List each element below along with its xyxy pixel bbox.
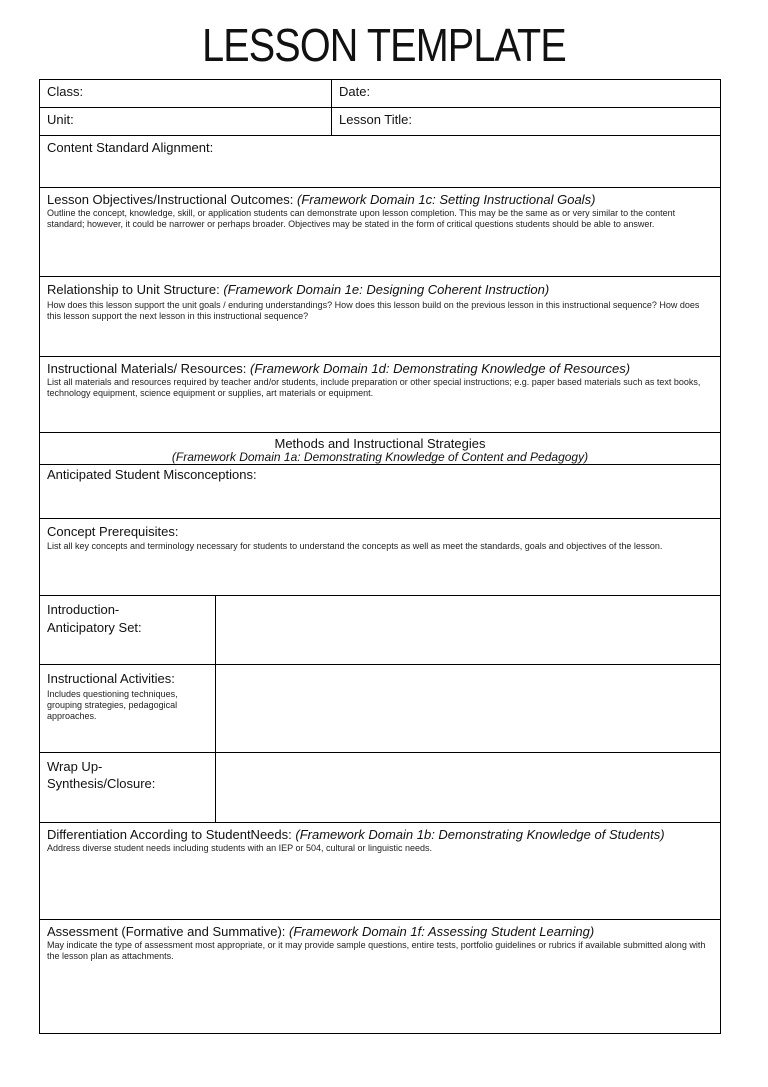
lesson-title-field[interactable] — [332, 108, 720, 135]
activities-row — [40, 665, 720, 753]
date-field[interactable] — [332, 80, 720, 107]
activities-input[interactable] — [216, 665, 720, 752]
activities-description: Includes questioning techniques, grouping strategies, pedagogical approaches. — [47, 689, 178, 721]
date-label: Date: — [339, 84, 371, 99]
wrapup-input[interactable] — [216, 753, 720, 822]
differentiation-domain: (Framework Domain 1b: Demonstrating Knowledge of Students) — [295, 827, 665, 842]
differentiation-label: Differentiation According to StudentNeeds: (Framework Domain 1b: Demonstrating Knowledge of Students) — [47, 827, 665, 842]
relationship-description: How does this lesson support the unit goals / enduring understandings? How does this lesson build on the previous lesson in this instructional sequence? How does this lesson support the next lesson in this instructional sequence? — [47, 300, 700, 321]
relationship-domain: (Framework Domain 1e: Designing Coherent Instruction) — [223, 282, 550, 297]
wrapup-label-1: Wrap Up- — [47, 759, 103, 774]
materials-domain: (Framework Domain 1d: Demonstrating Knowledge of Resources) — [250, 361, 631, 376]
wrapup-label-cell — [40, 753, 216, 822]
lesson-title-label: Lesson Title: — [339, 112, 412, 127]
class-label: Class: — [47, 84, 84, 99]
content-standard-field[interactable] — [40, 136, 720, 188]
content-standard-label: Content Standard Alignment: — [47, 140, 214, 155]
misconceptions-label: Anticipated Student Misconceptions: — [47, 467, 257, 482]
lesson-form — [39, 79, 721, 1034]
methods-header — [40, 433, 720, 465]
unit-title-row — [40, 108, 720, 136]
assessment-label: Assessment (Formative and Summative): (Framework Domain 1f: Assessing Student Learning) — [47, 924, 595, 939]
methods-label: Methods and Instructional Strategies — [274, 436, 486, 451]
unit-label: Unit: — [47, 112, 74, 127]
relationship-field[interactable] — [40, 277, 720, 357]
wrapup-label-2: Synthesis/Closure: — [47, 776, 156, 791]
prerequisites-label: Concept Prerequisites: — [47, 524, 179, 539]
assessment-field[interactable] — [40, 920, 720, 1033]
introduction-row — [40, 596, 720, 665]
introduction-label-1: Introduction- — [47, 602, 120, 617]
objectives-label: Lesson Objectives/Instructional Outcomes: (Framework Domain 1c: Setting Instructional Goals) — [47, 192, 596, 207]
differentiation-field[interactable] — [40, 823, 720, 920]
materials-field[interactable] — [40, 357, 720, 433]
class-date-row — [40, 80, 720, 108]
prerequisites-description: List all key concepts and terminology necessary for students to understand the concepts as well as meet the standards, goals and objectives of the lesson. — [47, 541, 663, 551]
unit-field[interactable] — [40, 108, 332, 135]
assessment-description: May indicate the type of assessment most appropriate, or it may provide sample questions, entire tests, portfolio guidelines or rubrics if available submitted along with the lesson plan as attachments. — [47, 940, 706, 961]
class-field[interactable] — [40, 80, 332, 107]
page-title: LESSON TEMPLATE — [202, 19, 566, 71]
methods-domain: (Framework Domain 1a: Demonstrating Knowledge of Content and Pedagogy) — [171, 450, 589, 464]
materials-description: List all materials and resources required by teacher and/or students, include preparation or other special instructions; e.g. paper based materials such as text books, technology equipment, science equipment or supplies, art materials or equipment. — [47, 377, 701, 398]
differentiation-description: Address diverse student needs including students with an IEP or 504, cultural or linguistic needs. — [47, 843, 433, 853]
activities-label: Instructional Activities: — [47, 671, 175, 686]
introduction-input[interactable] — [216, 596, 720, 664]
assessment-domain: (Framework Domain 1f: Assessing Student Learning) — [289, 924, 595, 939]
introduction-label-cell — [40, 596, 216, 664]
misconceptions-field[interactable] — [40, 465, 720, 519]
materials-label: Instructional Materials/ Resources: (Framework Domain 1d: Demonstrating Knowledge of Resources) — [47, 361, 631, 376]
relationship-label: Relationship to Unit Structure: (Framework Domain 1e: Designing Coherent Instruction) — [47, 282, 550, 297]
prerequisites-field[interactable] — [40, 519, 720, 596]
activities-label-cell — [40, 665, 216, 752]
introduction-label-2: Anticipatory Set: — [47, 620, 142, 635]
objectives-field[interactable] — [40, 188, 720, 277]
wrapup-row — [40, 753, 720, 823]
objectives-description: Outline the concept, knowledge, skill, or application students can demonstrate upon lesson completion. This may be the same as or very similar to the content standard; however, it could be narrower or perhaps broader. Objectives may be stated in the form of critical questions students should be able to answer. — [47, 208, 676, 229]
objectives-domain: (Framework Domain 1c: Setting Instructional Goals) — [297, 192, 596, 207]
